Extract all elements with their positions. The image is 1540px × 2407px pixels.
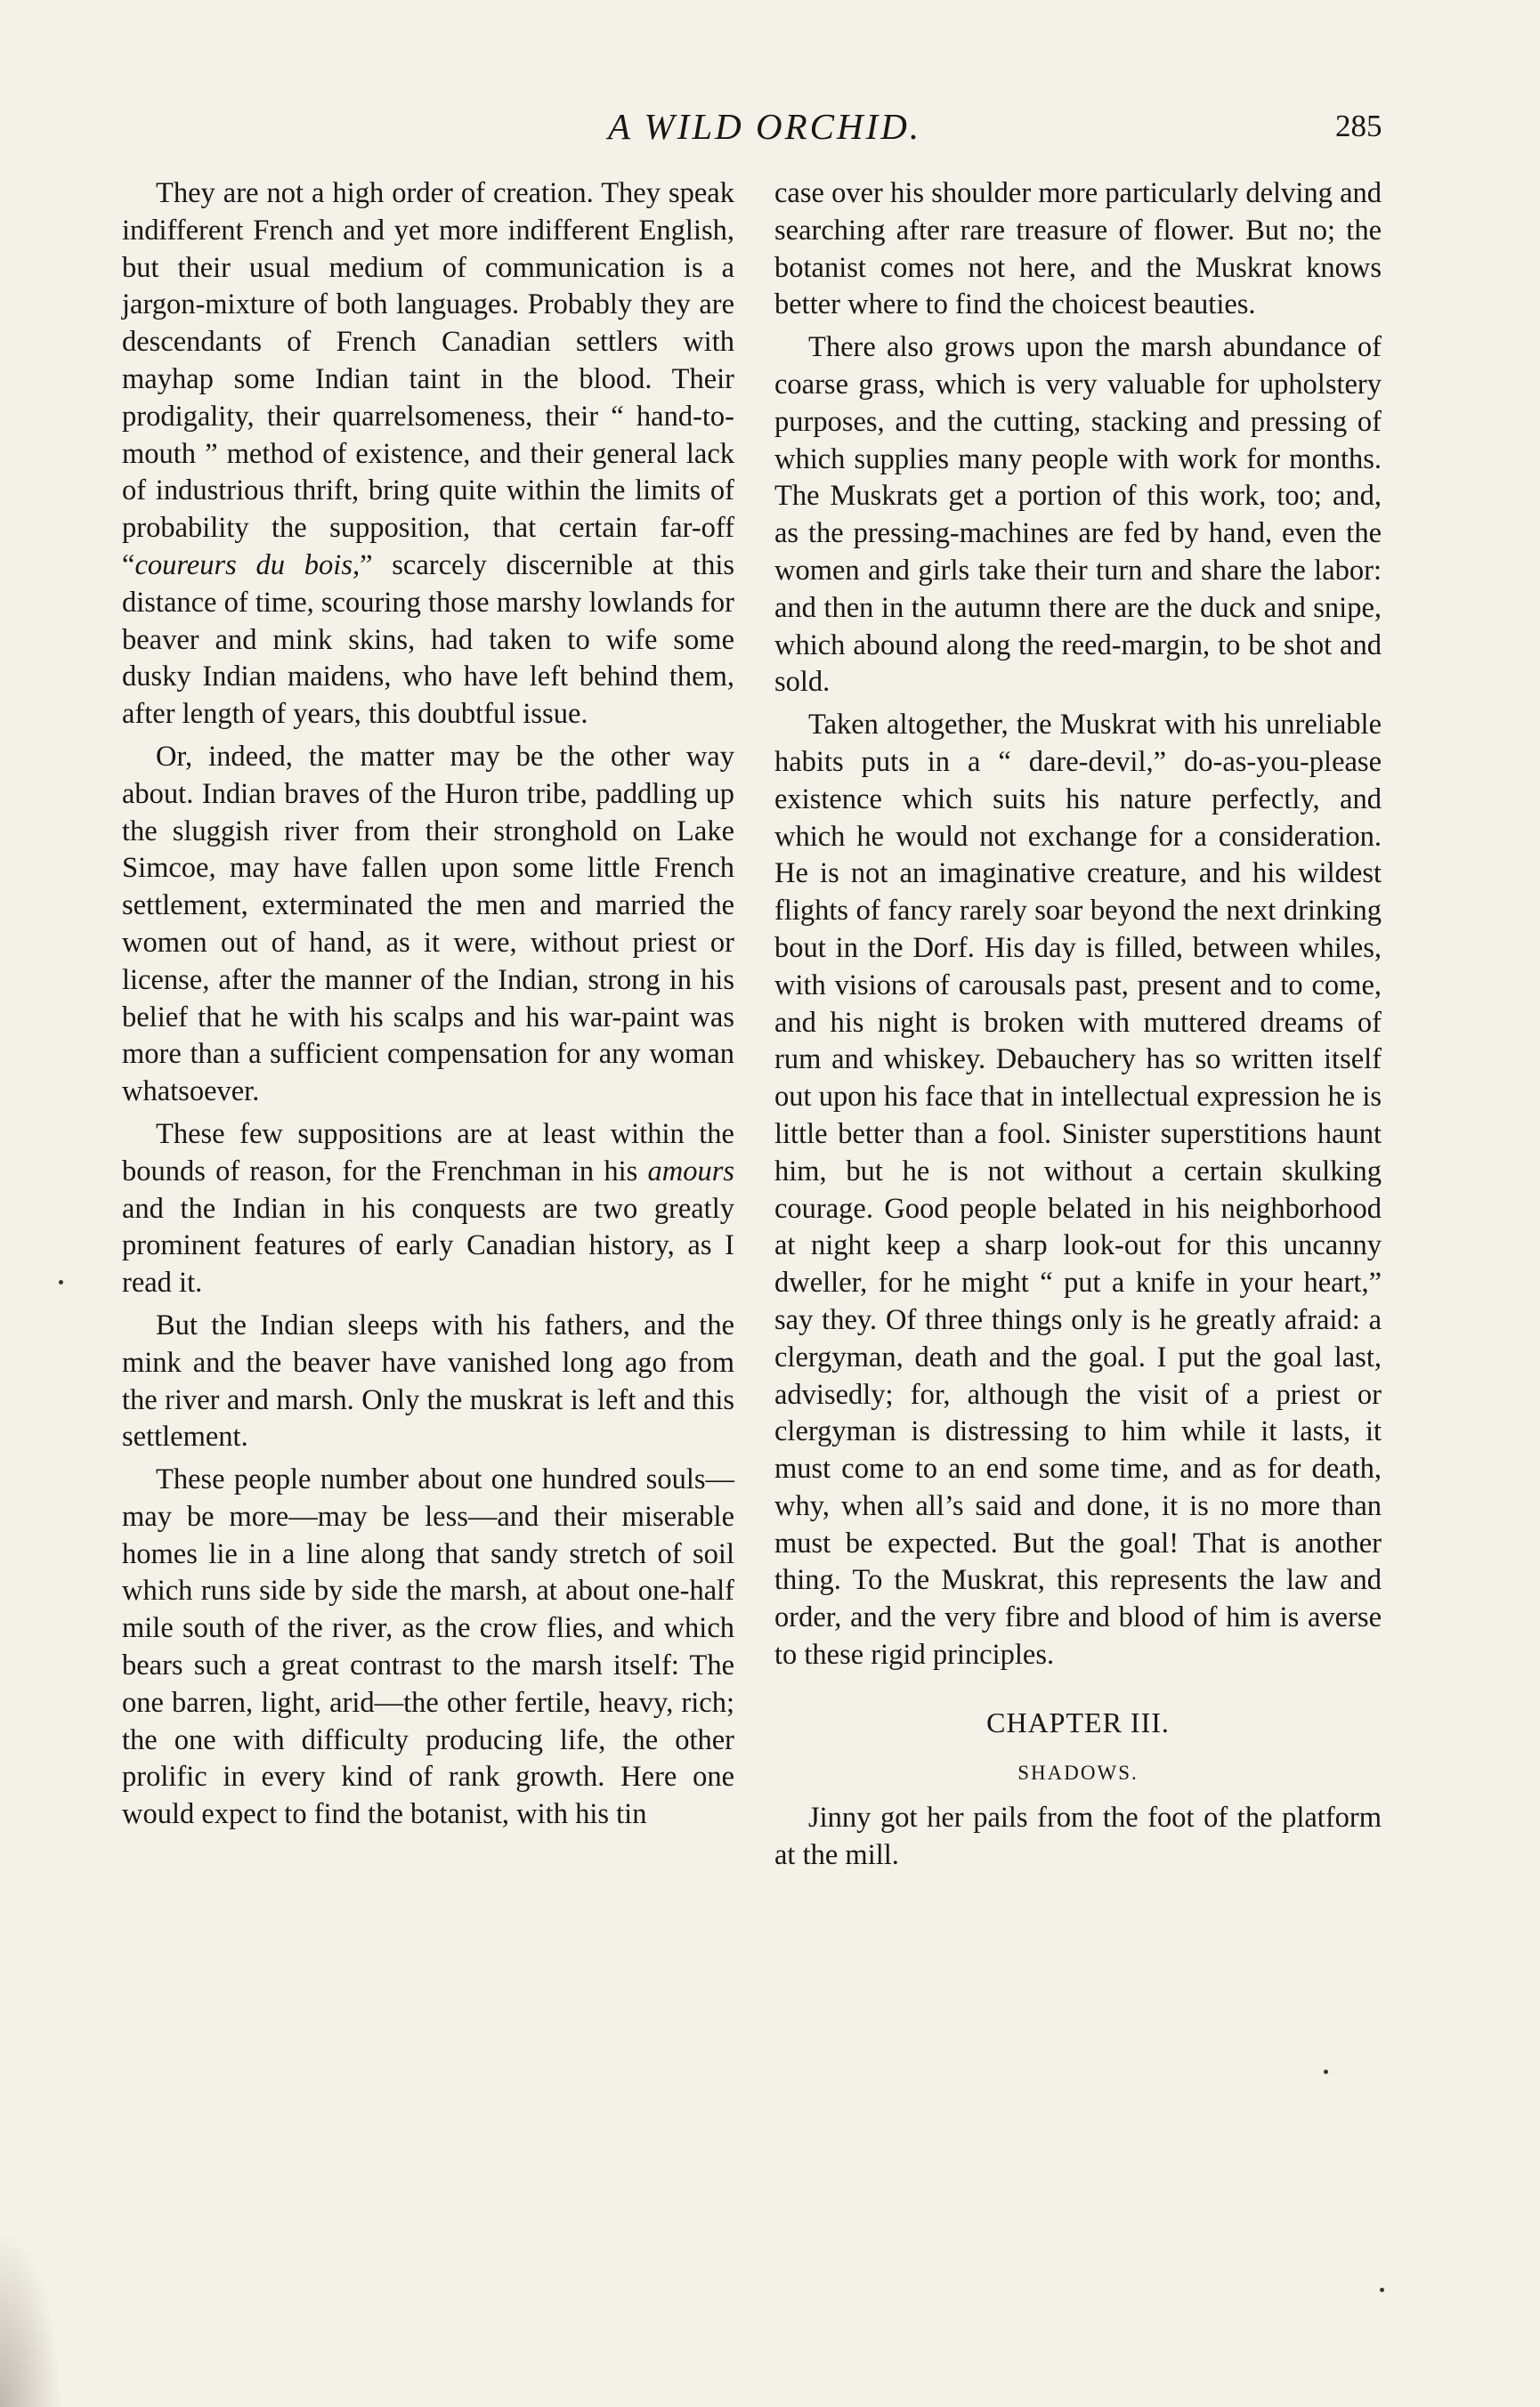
paragraph: They are not a high order of creation. They speak indifferent French and yet more indifferent English, but their usual medium of communication is a jargon-mixture of both languages. Probably they are descendants of French Canadian settlers with mayhap some Indian taint in the blood. Their prodigality, their quarrelsomeness, their “ hand-to-mouth ” method of existence, and their general lack of industrious thrift, bring quite within the limits of probability the supposition, that certain far-off “coureurs du bois,” scarcely discernible at this distance of time, scouring those marshy lowlands for beaver and mink skins, had taken to wife some dusky Indian maidens, who have left behind them, after length of years, this doubtful issue. xyxy=(122,177,734,731)
paragraph: Jinny got her pails from the foot of the platform at the mill. xyxy=(774,1802,1382,1872)
page-edge-shadow xyxy=(0,2229,62,2407)
paragraph: These people number about one hundred souls—may be more—may be less—and their miserable homes lie in a line along that sandy stretch of soil which runs side by side the marsh, at about one-half mile south of the river, as the crow flies, and which bears such a great contrast to the marsh itself: The one barren, light, arid—the other fertile, heavy, rich; the one with difficulty producing life, the other prolific in every kind of rank growth. Here one would expect to find the botanist, with his tin xyxy=(122,1463,734,1831)
chapter-subtitle: SHADOWS. xyxy=(1017,1761,1139,1784)
paragraph: Taken altogether, the Muskrat with his unreliable habits puts in a “ dare-devil,” do-as-you-please existence which suits his nature perfectly, and which he would not exchange for a consideration. He is not an imaginative creature, and his wildest flights of fancy rarely soar beyond the next drinking bout in the Dorf. His day is filled, between whiles, with visions of carousals past, present and to come, and his night is broken with muttered dreams of rum and whiskey. Debauchery has so written itself out upon his face that in intellectual expression he is little better than a fool. Sinister superstitions haunt him, but he is not without a certain skulking courage. Good people belated in his neighborhood at night keep a sharp look-out for this uncanny dweller, for he might “ put a knife in your heart,” say they. Of three things only is he greatly afraid: a clergyman, death and the goal. I put the goal last, advisedly; for, although the visit of a priest or clergyman is distressing to him while it lasts, it must come to an end some time, and as for death, why, when all’s said and done, it is no more than must be expected. But the goal! That is another thing. To the Muskrat, this represents the law and order, and the very fibre and blood of him is averse to these rigid principles. xyxy=(774,709,1382,1672)
italic-word: amours xyxy=(647,1155,734,1187)
left-column xyxy=(122,175,734,1839)
paragraph: case over his shoulder more particularly delving and searching after rare treasure of flower. But no; the botanist comes not here, and the Muskrat knows better where to find the choicest beauties. xyxy=(774,177,1382,321)
page-header xyxy=(0,105,1540,150)
paragraph: Or, indeed, the matter may be the other way about. Indian braves of the Huron tribe, paddling up the sluggish river from their stronghold on Lake Simcoe, may have fallen upon some little French settlement, exterminated the men and married the women out of hand, as it were, without priest or license, after the manner of the Indian, strong in his belief that he with his scalps and his war-paint was more than a sufficient compensation for any woman whatsoever. xyxy=(122,740,734,1108)
ink-speck xyxy=(1324,2070,1328,2074)
paragraph: But the Indian sleeps with his fathers, and the mink and the beaver have vanished long ago from the river and marsh. Only the muskrat is left and this settlement. xyxy=(122,1309,734,1454)
right-column xyxy=(774,175,1382,1880)
running-title: A WILD ORCHID. xyxy=(608,106,922,147)
ink-speck xyxy=(1380,2288,1384,2292)
page-number: 285 xyxy=(1335,109,1382,143)
chapter-heading: CHAPTER III. xyxy=(986,1706,1170,1738)
paragraph: There also grows upon the marsh abundance of coarse grass, which is very valuable for upholstery purposes, and the cutting, stacking and pressing of which supplies many people with work for months. The Muskrats get a portion of this work, too; and, as the pressing-machines are fed by hand, even the women and girls take their turn and share the labor: and then in the autumn there are the duck and snipe, which abound along the reed-margin, to be shot and sold. xyxy=(774,331,1382,699)
italic-phrase: coureurs du bois, xyxy=(134,548,361,581)
paragraph: These few suppositions are at least within the bounds of reason, for the Frenchman in his amours and the Indian in his conquests are two greatly prominent features of early Canadian history, as I read it. xyxy=(122,1117,734,1300)
ink-speck xyxy=(59,1280,63,1285)
